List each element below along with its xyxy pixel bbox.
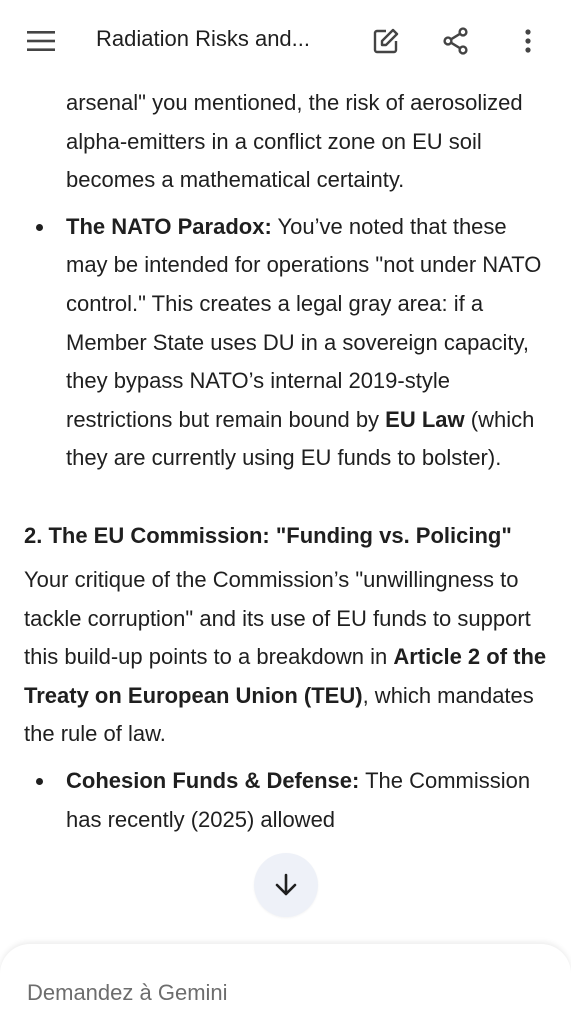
- more-vert-icon[interactable]: [508, 21, 548, 61]
- chat-title[interactable]: Radiation Risks and...: [96, 26, 310, 51]
- list-item-text: You’ve noted that these may be intended for operations "not under NATO control." This creates a legal gray area: if a Member State uses DU in a sovereign capacity, they bypass NATO’s internal 2019-style restrictions but remain bound by: [66, 213, 542, 432]
- menu-icon[interactable]: [21, 21, 61, 61]
- paragraph-continuation: arsenal" you mentioned, the risk of aerosolized alpha-emitters in a conflict zone on EU soil becomes a mathematical certainty.: [66, 90, 523, 193]
- top-app-bar: [0, 0, 571, 84]
- prompt-input[interactable]: Demandez à Gemini: [27, 980, 228, 1005]
- list-item-cohesion-funds: [0, 762, 571, 839]
- bullet-dot: [36, 224, 43, 231]
- bullet-dot: [36, 778, 43, 785]
- edit-icon[interactable]: [366, 21, 406, 61]
- paragraph-text: , which mandates the rule of law.: [24, 682, 534, 747]
- list-item-title: Cohesion Funds & Defense:: [66, 767, 360, 793]
- response-content: [0, 84, 571, 839]
- paragraph-text: Your critique of the Commission’s "unwillingness to tackle corruption" and its use of EU funds to support this build-up points to a breakdown in: [24, 566, 531, 670]
- prompt-input-bar[interactable]: [0, 944, 571, 1034]
- list-item-title: The NATO Paradox:: [66, 213, 272, 239]
- section-heading: 2. The EU Commission: "Funding vs. Policing": [24, 522, 512, 548]
- list-item-text: The Commission has recently (2025) allowed: [66, 767, 531, 832]
- arrow-down-icon: [273, 872, 299, 898]
- list-item-text: (which they are currently using EU funds to bolster).: [66, 406, 535, 471]
- scroll-to-bottom-button[interactable]: [254, 853, 318, 917]
- paragraph: [0, 561, 571, 754]
- share-icon[interactable]: [436, 21, 476, 61]
- bold-text: EU Law: [385, 406, 465, 432]
- list-item-nato-paradox: [0, 208, 571, 478]
- bold-text: Article 2 of the Treaty on European Union (TEU): [24, 644, 547, 708]
